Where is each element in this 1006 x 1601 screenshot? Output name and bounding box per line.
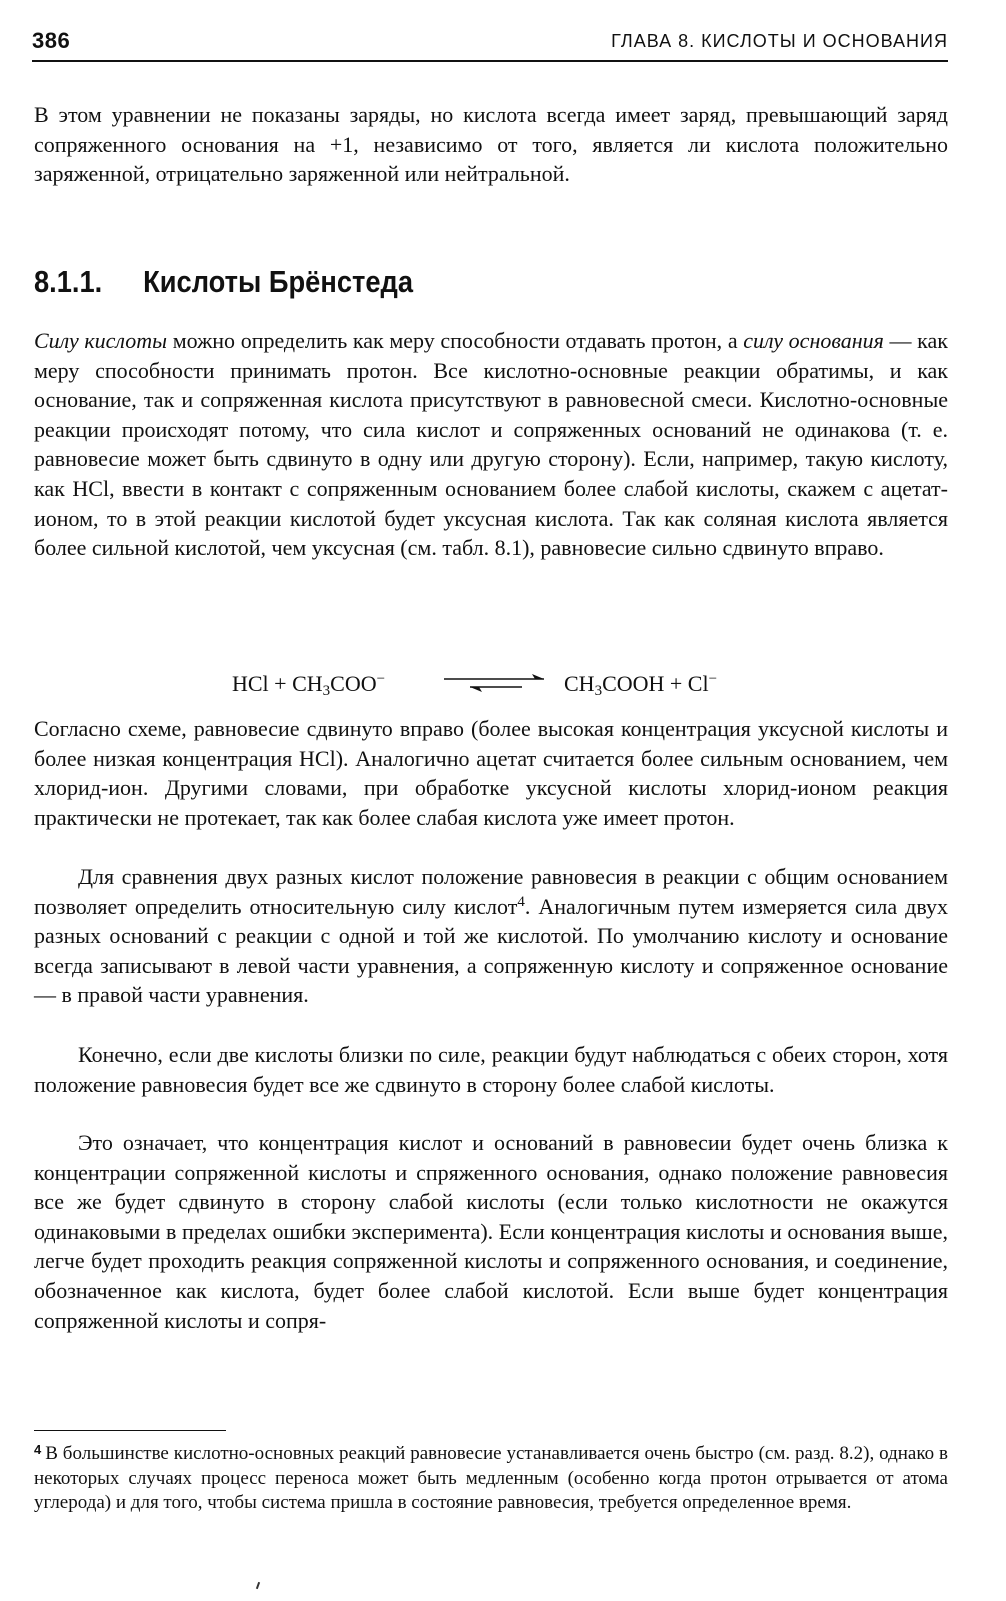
equation-text: COO <box>330 671 377 696</box>
intro-paragraph: В этом уравнении не показаны заряды, но кислота всегда имеет заряд, превышающий заряд сопряженного основания на +1, независимо от того, является ли кислота положительно заряженной, отрицательно заряженной или нейтральной. <box>34 102 948 187</box>
paragraph-text-segment: Для сравнения двух разных кислот положение равновесия в реакции с общим основанием позволяет определить относительную силу кислот <box>34 864 948 919</box>
equation-text: COOH + Cl <box>602 671 709 696</box>
paragraph-close-acids: Конечно, если две кислоты близки по силе, реакции будут наблюдаться с обеих сторон, хотя положение равновесия будет все же сдвинуто в сторону более слабой кислоты. <box>34 1042 948 1097</box>
running-head <box>32 26 948 62</box>
footnote-reference: 4 <box>517 893 525 910</box>
term-acid-strength: Силу кислоты <box>34 328 168 353</box>
footnote-mark: 4 <box>34 1442 42 1457</box>
footnote-text: В большинстве кислотно-основных реакций равновесие устанавливается очень быстро (см. разд. 8.2), однако в некоторых случаях процесс переноса может быть медленным (особенно когда протон отрывается от атома углерода) и для того, чтобы система пришла в состояние равновесия, требуется определенное время. <box>34 1443 948 1514</box>
scan-speck <box>256 1582 260 1589</box>
paragraph-equilibrium-concentration: Это означает, что концентрация кислот и оснований в равновесии будет очень близка к концентрации сопряженной кислоты и спряженного основания, однако положение равновесия все же будет сдвинуто в сторону слабой кислоты (если только кислотности не окажутся одинаковыми в пределах ошибки эксперимента). Если концентрация кислоты и основания выше, легче будет проходить реакция сопряженной кислоты и сопряженного основания, и соединение, обозначенное как кислота, будет более слабой кислотой. Если выше будет концентрация сопряженной кислоты и сопря- <box>34 1130 948 1333</box>
section-number: 8.1.1. <box>34 264 103 299</box>
equation-superscript: − <box>376 671 386 687</box>
equation-left-side <box>232 668 385 700</box>
paragraph-text-segment: — как меру способности принимать протон. Все кислотно-основные реакции обратимы, и как основание, так и сопряженная кислота присутствуют в равновесной смеси. Кислотно-основные реакции происходят потому, что сила кислот и сопряженных оснований не одинакова (т. е. равновесие может быть сдвинуто в одну или другую сторону). Если, например, такую кислоту, как HCl, ввести в контакт с сопряженным основанием более слабой кислоты, скажем с ацетат-ионом, то в этой реакции кислотой будет уксусная кислота. Так как соляная кислота является более сильной кислотой, чем уксусная (см. табл. 8.1), равновесие сильно сдвинуто вправо. <box>34 328 948 561</box>
chapter-title: ГЛАВА 8. КИСЛОТЫ И ОСНОВАНИЯ <box>611 31 948 51</box>
section-title: Кислоты Брёнстеда <box>143 264 414 299</box>
equation-text: HCl + CH <box>232 671 323 696</box>
section-heading <box>34 262 838 302</box>
paragraph-relative-strength <box>34 862 948 1010</box>
equation-subscript: 3 <box>594 683 603 699</box>
equilibrium-arrow-icon <box>440 670 550 698</box>
page-number: 386 <box>32 28 71 53</box>
equation-subscript: 3 <box>322 683 331 699</box>
footnote <box>34 1438 948 1516</box>
paragraph-text-segment: можно определить как меру способности отдавать протон, а <box>167 328 744 353</box>
equation-right-side <box>564 668 717 700</box>
footnote-divider <box>34 1430 226 1431</box>
reaction-equation <box>232 668 792 704</box>
equation-text: CH <box>564 671 595 696</box>
term-base-strength: силу основания <box>743 328 884 353</box>
paragraph-text-segment: . Аналогичным путем измеряется сила двух разных оснований с реакции с одной и той же кислотой. По умолчанию кислоту и основание всегда записывают в левой части уравнения, а сопряженную кислоту и сопряженное основание — в правой части уравнения. <box>34 893 949 1008</box>
paragraph-scheme-explanation: Согласно схеме, равновесие сдвинуто вправо (более высокая концентрация уксусной кислоты и более низкая концентрация HCl). Аналогично ацетат считается более сильным основанием, чем хлорид-ион. Другими словами, при обработке уксусной кислоты хлорид-ионом реакция практически не протекает, так как более слабая кислота уже имеет протон. <box>34 716 948 830</box>
equation-superscript: − <box>708 671 718 687</box>
paragraph-bronsted-definition <box>34 326 948 563</box>
